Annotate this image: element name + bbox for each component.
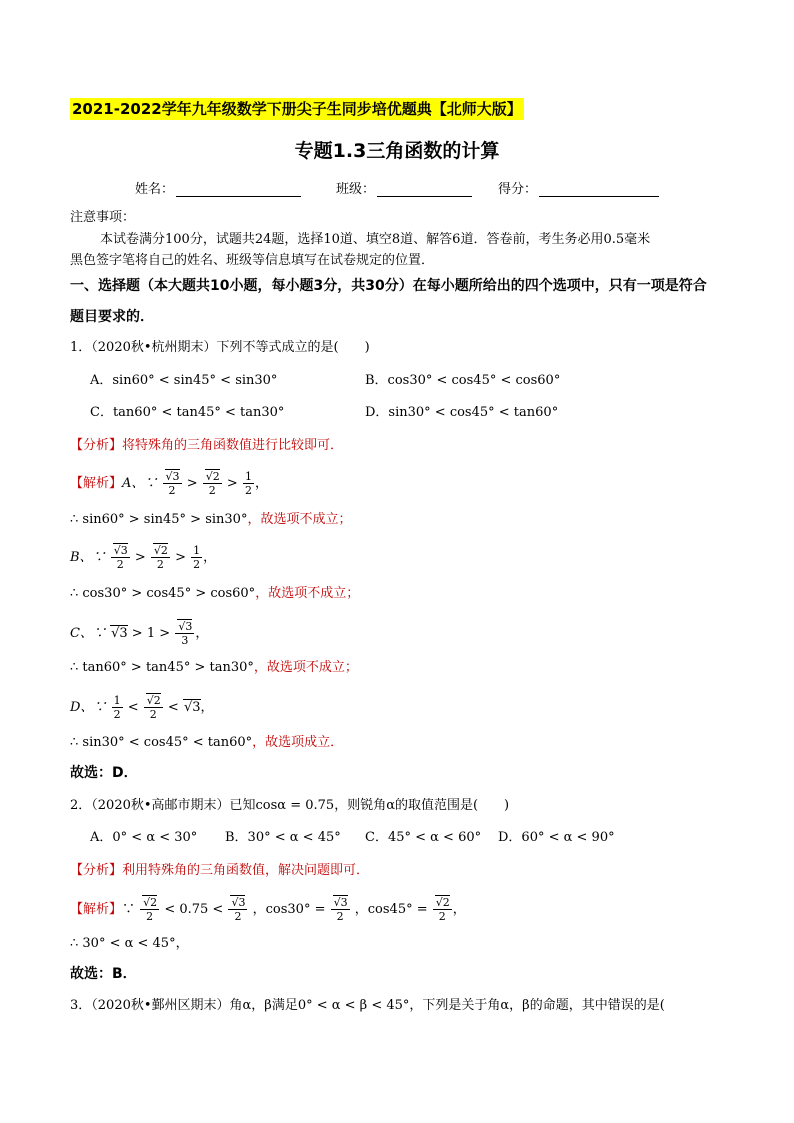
notice-line-2: 黑色签字笔将自己的姓名、班级等信息填写在试卷规定的位置． (70, 253, 435, 268)
q3-stem: 3．（2020秋•鄞州区期末）角α，β满足0° < α < β < 45°，下列是关于角α，β的命题，其中错误的是( (70, 998, 665, 1013)
q1-result-b: ∴ cos30° > cos45° > cos60°，故选项不成立； (70, 586, 360, 601)
q2-answer: 故选：B． (70, 966, 137, 982)
name-field: 姓名： (135, 178, 301, 197)
q1-solution-b: B、∵ $\frac{√3}{2}$ > $\frac{√2}{2}$ > $\frac{1}{2}$ ， (70, 544, 217, 571)
q1-option-d: D．sin30° < cos45° < tan60° (365, 405, 559, 420)
q1-solution-a: 【解析】A、∵ $\frac{√3}{2}$ > $\frac{√2}{2}$ > $\frac{1}{2}$ ， (70, 470, 268, 497)
section-heading-1: 一、选择题（本大题共10小题，每小题3分，共30分）在每小题所给出的四个选项中，只有一项是符合 (70, 278, 707, 294)
q1-result-a: ∴ sin60° > sin45° > sin30°，故选项不成立； (70, 512, 352, 527)
q2-option-c: C．45° < α < 60° (365, 830, 482, 845)
class-field: 班级： (336, 178, 472, 197)
q1-analysis: 【分析】将特殊角的三角函数值进行比较即可． (70, 438, 344, 453)
q1-option-c: C．tan60° < tan45° < tan30° (90, 405, 285, 420)
q1-option-b: B．cos30° < cos45° < cos60° (365, 373, 561, 388)
page-title: 专题1.3三角函数的计算 (294, 140, 500, 162)
q2-option-d: D．60° < α < 90° (498, 830, 615, 845)
q2-stem: 2．（2020秋•高邮市期末）已知cosα = 0.75，则锐角α的取值范围是( ) (70, 798, 510, 813)
banner: 2021-2022学年九年级数学下册尖子生同步培优题典【北师大版】 (72, 100, 522, 118)
notice-line-1: 本试卷满分100分，试题共24题，选择10道、填空8道、解答6道．答卷前，考生务必用0.5毫米 (100, 232, 651, 247)
q1-answer: 故选：D． (70, 765, 138, 781)
section-heading-2: 题目要求的． (70, 309, 154, 325)
q1-result-c: ∴ tan60° > tan45° > tan30°，故选项不成立； (70, 660, 358, 675)
q1-solution-d: D、∵ $\frac{1}{2}$ < $\frac{√2}{2}$ < √3， (70, 694, 214, 721)
q2-option-b: B．30° < α < 45° (225, 830, 341, 845)
notice-heading: 注意事项： (70, 210, 136, 225)
q1-solution-c: C、∵ √3 > 1 > $\frac{√3}{3}$ ， (70, 620, 209, 647)
q2-result: ∴ 30° < α < 45°， (70, 936, 189, 951)
score-field: 得分： (498, 178, 659, 197)
q1-option-a: A．sin60° < sin45° < sin30° (90, 373, 278, 388)
q1-stem: 1．（2020秋•杭州期末）下列不等式成立的是( ) (70, 340, 370, 355)
q2-analysis: 【分析】利用特殊角的三角函数值，解决问题即可． (70, 863, 370, 878)
q2-solution: 【解析】∵ $\frac{√2}{2}$ < 0.75 < $\frac{√3}{2}$ ，cos30° = $\frac{√3}{2}$ ，cos45° = $\frac{√2}{2}$ ， (70, 896, 466, 923)
q1-result-d: ∴ sin30° < cos45° < tan60°，故选项成立． (70, 735, 344, 750)
q2-option-a: A．0° < α < 30° (90, 830, 198, 845)
